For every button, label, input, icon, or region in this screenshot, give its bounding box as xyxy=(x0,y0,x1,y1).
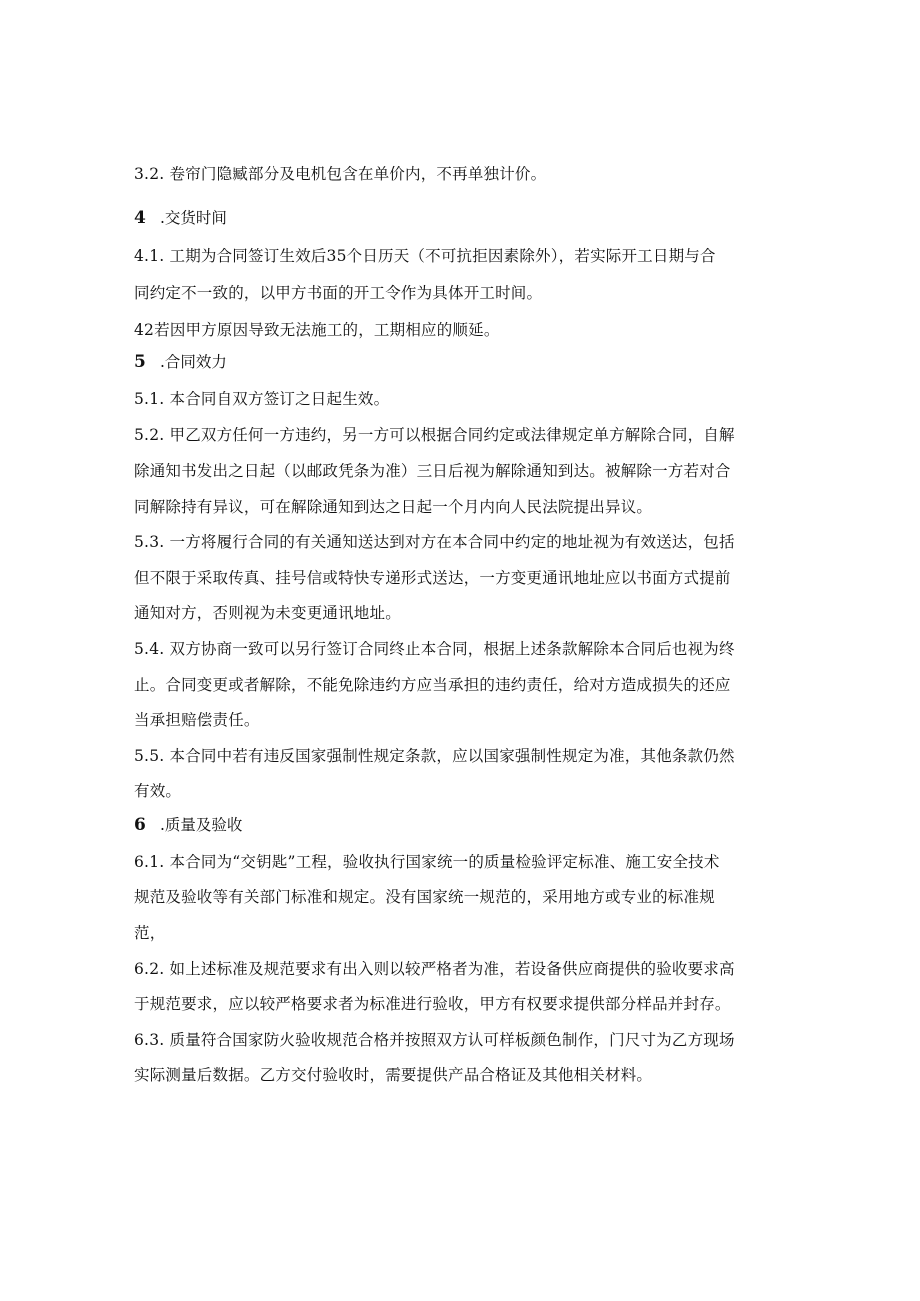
clause-5-5-line-1: 5.5. 本合同中若有违反国家强制性规定条款，应以国家强制性规定为准，其他条款仍然 xyxy=(134,747,735,765)
clause-5-2-line-3: 同解除持有异议，可在解除通知到达之日起一个月内向人民法院提出异议。 xyxy=(134,498,653,516)
clause-6-2-line-2: 于规范要求，应以较严格要求者为标准进行验收，甲方有权要求提供部分样品并封存。 xyxy=(134,995,731,1013)
clause-5-4-line-1: 5.4. 双方协商一致可以另行签订合同终止本合同，根据上述条款解除本合同后也视为终 xyxy=(134,640,735,658)
clause-6-1-line-1: 6.1. 本合同为“交钥匙”工程，验收执行国家统一的质量检验评定标准、施工安全技术 xyxy=(134,853,720,871)
clause-5-3-line-1: 5.3. 一方将履行合同的有关通知送达到对方在本合同中约定的地址视为有效送达，包括 xyxy=(134,533,735,551)
clause-3-2: 3.2. 卷帘门隐臧部分及电机包含在单价内，不再单独计价。 xyxy=(134,165,547,183)
section-number: 4 xyxy=(134,208,146,228)
clause-5-4-line-3: 当承担赔偿责任。 xyxy=(134,711,260,729)
clause-6-1-line-3: 范， xyxy=(134,924,166,942)
clause-4-2: 42若因甲方原因导致无法施工的，工期相应的顺延。 xyxy=(134,321,500,339)
section-number: 6 xyxy=(134,815,146,835)
section-title: .合同效力 xyxy=(160,353,227,371)
clause-5-5-line-2: 有效。 xyxy=(134,782,182,800)
clause-4-1-line-2: 同约定不一致的，以甲方书面的开工令作为具体开工时间。 xyxy=(134,284,543,302)
clause-6-3-line-1: 6.3. 质量符合国家防火验收规范合格并按照双方认可样板颜色制作，门尺寸为乙方现场 xyxy=(134,1031,735,1049)
clause-5-3-line-2: 但不限于采取传真、挂号信或特快专递形式送达，一方变更通讯地址应以书面方式提前 xyxy=(134,569,731,587)
clause-5-1: 5.1. 本合同自双方签订之日起生效。 xyxy=(134,390,390,408)
section-heading-5 xyxy=(134,350,227,374)
section-title: .质量及验收 xyxy=(160,816,243,834)
section-title: .交货时间 xyxy=(160,209,227,227)
section-heading-6 xyxy=(134,813,242,837)
clause-6-1-line-2: 规范及验收等有关部门标准和规定。没有国家统一规范的，采用地方或专业的标准规 xyxy=(134,888,715,906)
clause-6-2-line-1: 6.2. 如上述标准及规范要求有出入则以较严格者为准，若设备供应商提供的验收要求高 xyxy=(134,960,735,978)
clause-5-3-line-3: 通知对方，否则视为未变更通讯地址。 xyxy=(134,604,401,622)
clause-6-3-line-2: 实际测量后数据。乙方交付验收时，需要提供产品合格证及其他相关材料。 xyxy=(134,1066,653,1084)
section-heading-4 xyxy=(134,206,227,230)
clause-5-2-line-2: 除通知书发出之日起（以邮政凭条为准）三日后视为解除通知到达。被解除一方若对合 xyxy=(134,462,731,480)
clause-4-1-line-1: 4.1. 工期为合同签订生效后35个日历天（不可抗拒因素除外），若实际开工日期与合 xyxy=(134,247,716,265)
clause-5-4-line-2: 止。合同变更或者解除，不能免除违约方应当承担的违约责任，给对方造成损失的还应 xyxy=(134,676,731,694)
section-number: 5 xyxy=(134,352,146,372)
clause-5-2-line-1: 5.2. 甲乙双方任何一方违约，另一方可以根据合同约定或法律规定单方解除合同，自解 xyxy=(134,426,735,444)
